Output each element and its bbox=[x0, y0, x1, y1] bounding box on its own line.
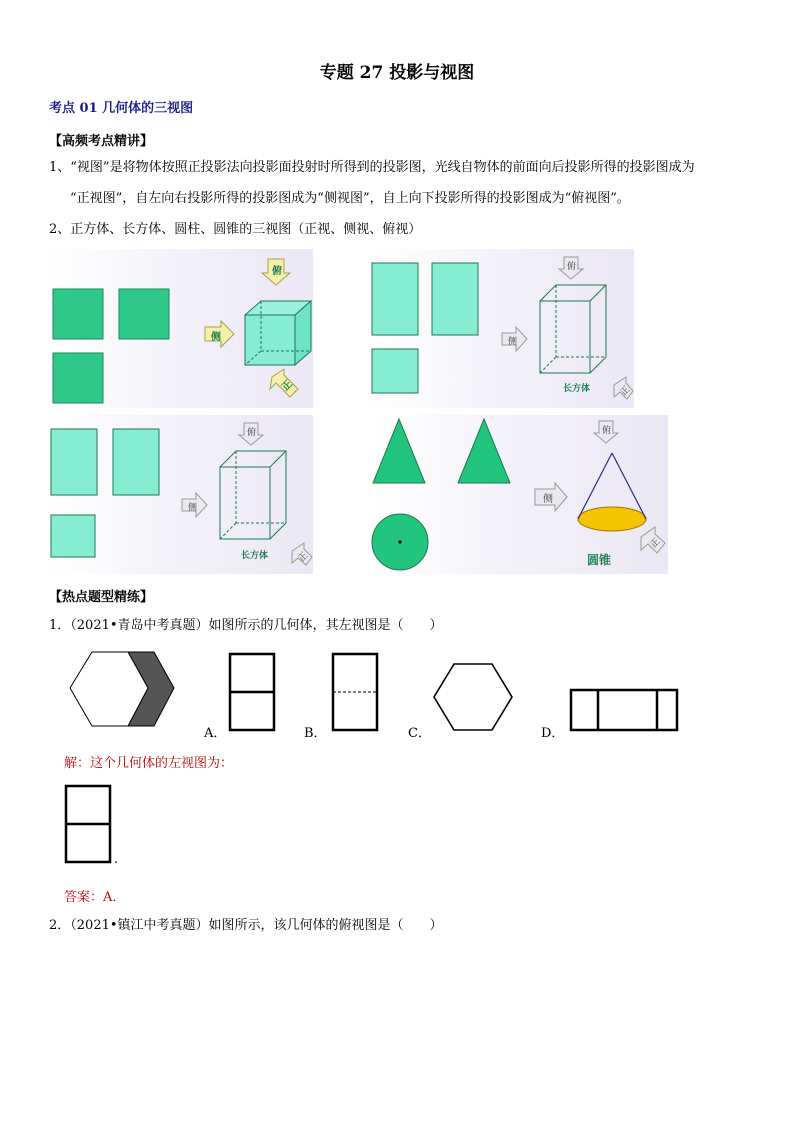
top-view-square bbox=[53, 353, 103, 403]
label-cuboid: 长方体 bbox=[241, 551, 269, 561]
label-front: 正 bbox=[618, 384, 633, 399]
cone-three-views-diagram bbox=[369, 415, 668, 574]
top-view-center-dot bbox=[398, 540, 401, 543]
cube-solid bbox=[245, 301, 311, 365]
option-d-figure bbox=[569, 688, 679, 732]
paragraph-1-line-1: 1、“视图”是将物体按照正投影法向投影面投射时所得到的投影图，光线自物体的前面向后投影所得的投影图成为 bbox=[49, 160, 695, 175]
solution-left-view-figure bbox=[64, 784, 112, 864]
label-front: 正 bbox=[296, 550, 311, 565]
label-side: 侧 bbox=[508, 337, 518, 347]
page-title: 专题 27 投影与视图 bbox=[319, 63, 475, 83]
front-view-rect bbox=[51, 429, 97, 495]
cube-three-views-diagram bbox=[48, 249, 313, 408]
label-side: 侧 bbox=[211, 332, 221, 343]
answer-text: 答案：A． bbox=[64, 890, 126, 905]
label-front: 正 bbox=[648, 536, 663, 551]
side-view-square bbox=[119, 289, 169, 339]
front-view-rect bbox=[372, 263, 418, 335]
option-d-label[interactable]: D． bbox=[541, 726, 565, 741]
paragraph-1-line-2: “正视图”，自左向右投影所得的投影图成为“侧视图”，自上向下投影所得的投影图成为“俯视图”。 bbox=[70, 191, 630, 206]
question-2: 2．（2021•镇江中考真题）如图所示，该几何体的俯视图是（ ） bbox=[49, 918, 443, 933]
option-b-label[interactable]: B． bbox=[304, 726, 327, 741]
cuboid-three-views-diagram-b bbox=[48, 415, 313, 574]
top-view-square bbox=[51, 515, 95, 557]
front-view-square bbox=[53, 289, 103, 339]
option-b-figure bbox=[331, 652, 379, 732]
cuboid-three-views-diagram-a bbox=[369, 249, 634, 408]
label-top: 俯 bbox=[567, 262, 577, 272]
hexagonal-prism-figure bbox=[64, 644, 180, 740]
label-top: 俯 bbox=[602, 426, 612, 436]
option-c-label[interactable]: C． bbox=[408, 726, 431, 741]
option-a-label[interactable]: A． bbox=[204, 726, 227, 741]
paragraph-2: 2、正方体、长方体、圆柱、圆锥的三视图（正视、侧视、俯视） bbox=[49, 222, 422, 237]
label-cone: 圆锥 bbox=[587, 553, 612, 567]
label-top: 俯 bbox=[247, 428, 257, 438]
label-side: 侧 bbox=[543, 494, 553, 505]
question-1: 1．（2021•青岛中考真题）如图所示的几何体，其左视图是（ ） bbox=[49, 618, 443, 633]
top-view-square bbox=[372, 349, 418, 393]
box-heading-key-points: 【高频考点精讲】 bbox=[49, 134, 154, 149]
side-view-rect bbox=[432, 263, 478, 335]
label-side: 侧 bbox=[188, 503, 198, 513]
option-a-figure bbox=[228, 652, 276, 732]
label-cuboid: 长方体 bbox=[563, 384, 591, 394]
solution-period: . bbox=[114, 852, 119, 867]
section-heading: 考点 01 几何体的三视图 bbox=[49, 101, 194, 116]
side-view-rect bbox=[113, 429, 159, 495]
box-heading-practice: 【热点题型精练】 bbox=[49, 590, 154, 605]
solution-text: 解：这个几何体的左视图为： bbox=[64, 756, 234, 771]
label-front: 正 bbox=[279, 378, 295, 394]
option-c-figure bbox=[432, 662, 514, 732]
label-top: 俯 bbox=[272, 266, 282, 277]
